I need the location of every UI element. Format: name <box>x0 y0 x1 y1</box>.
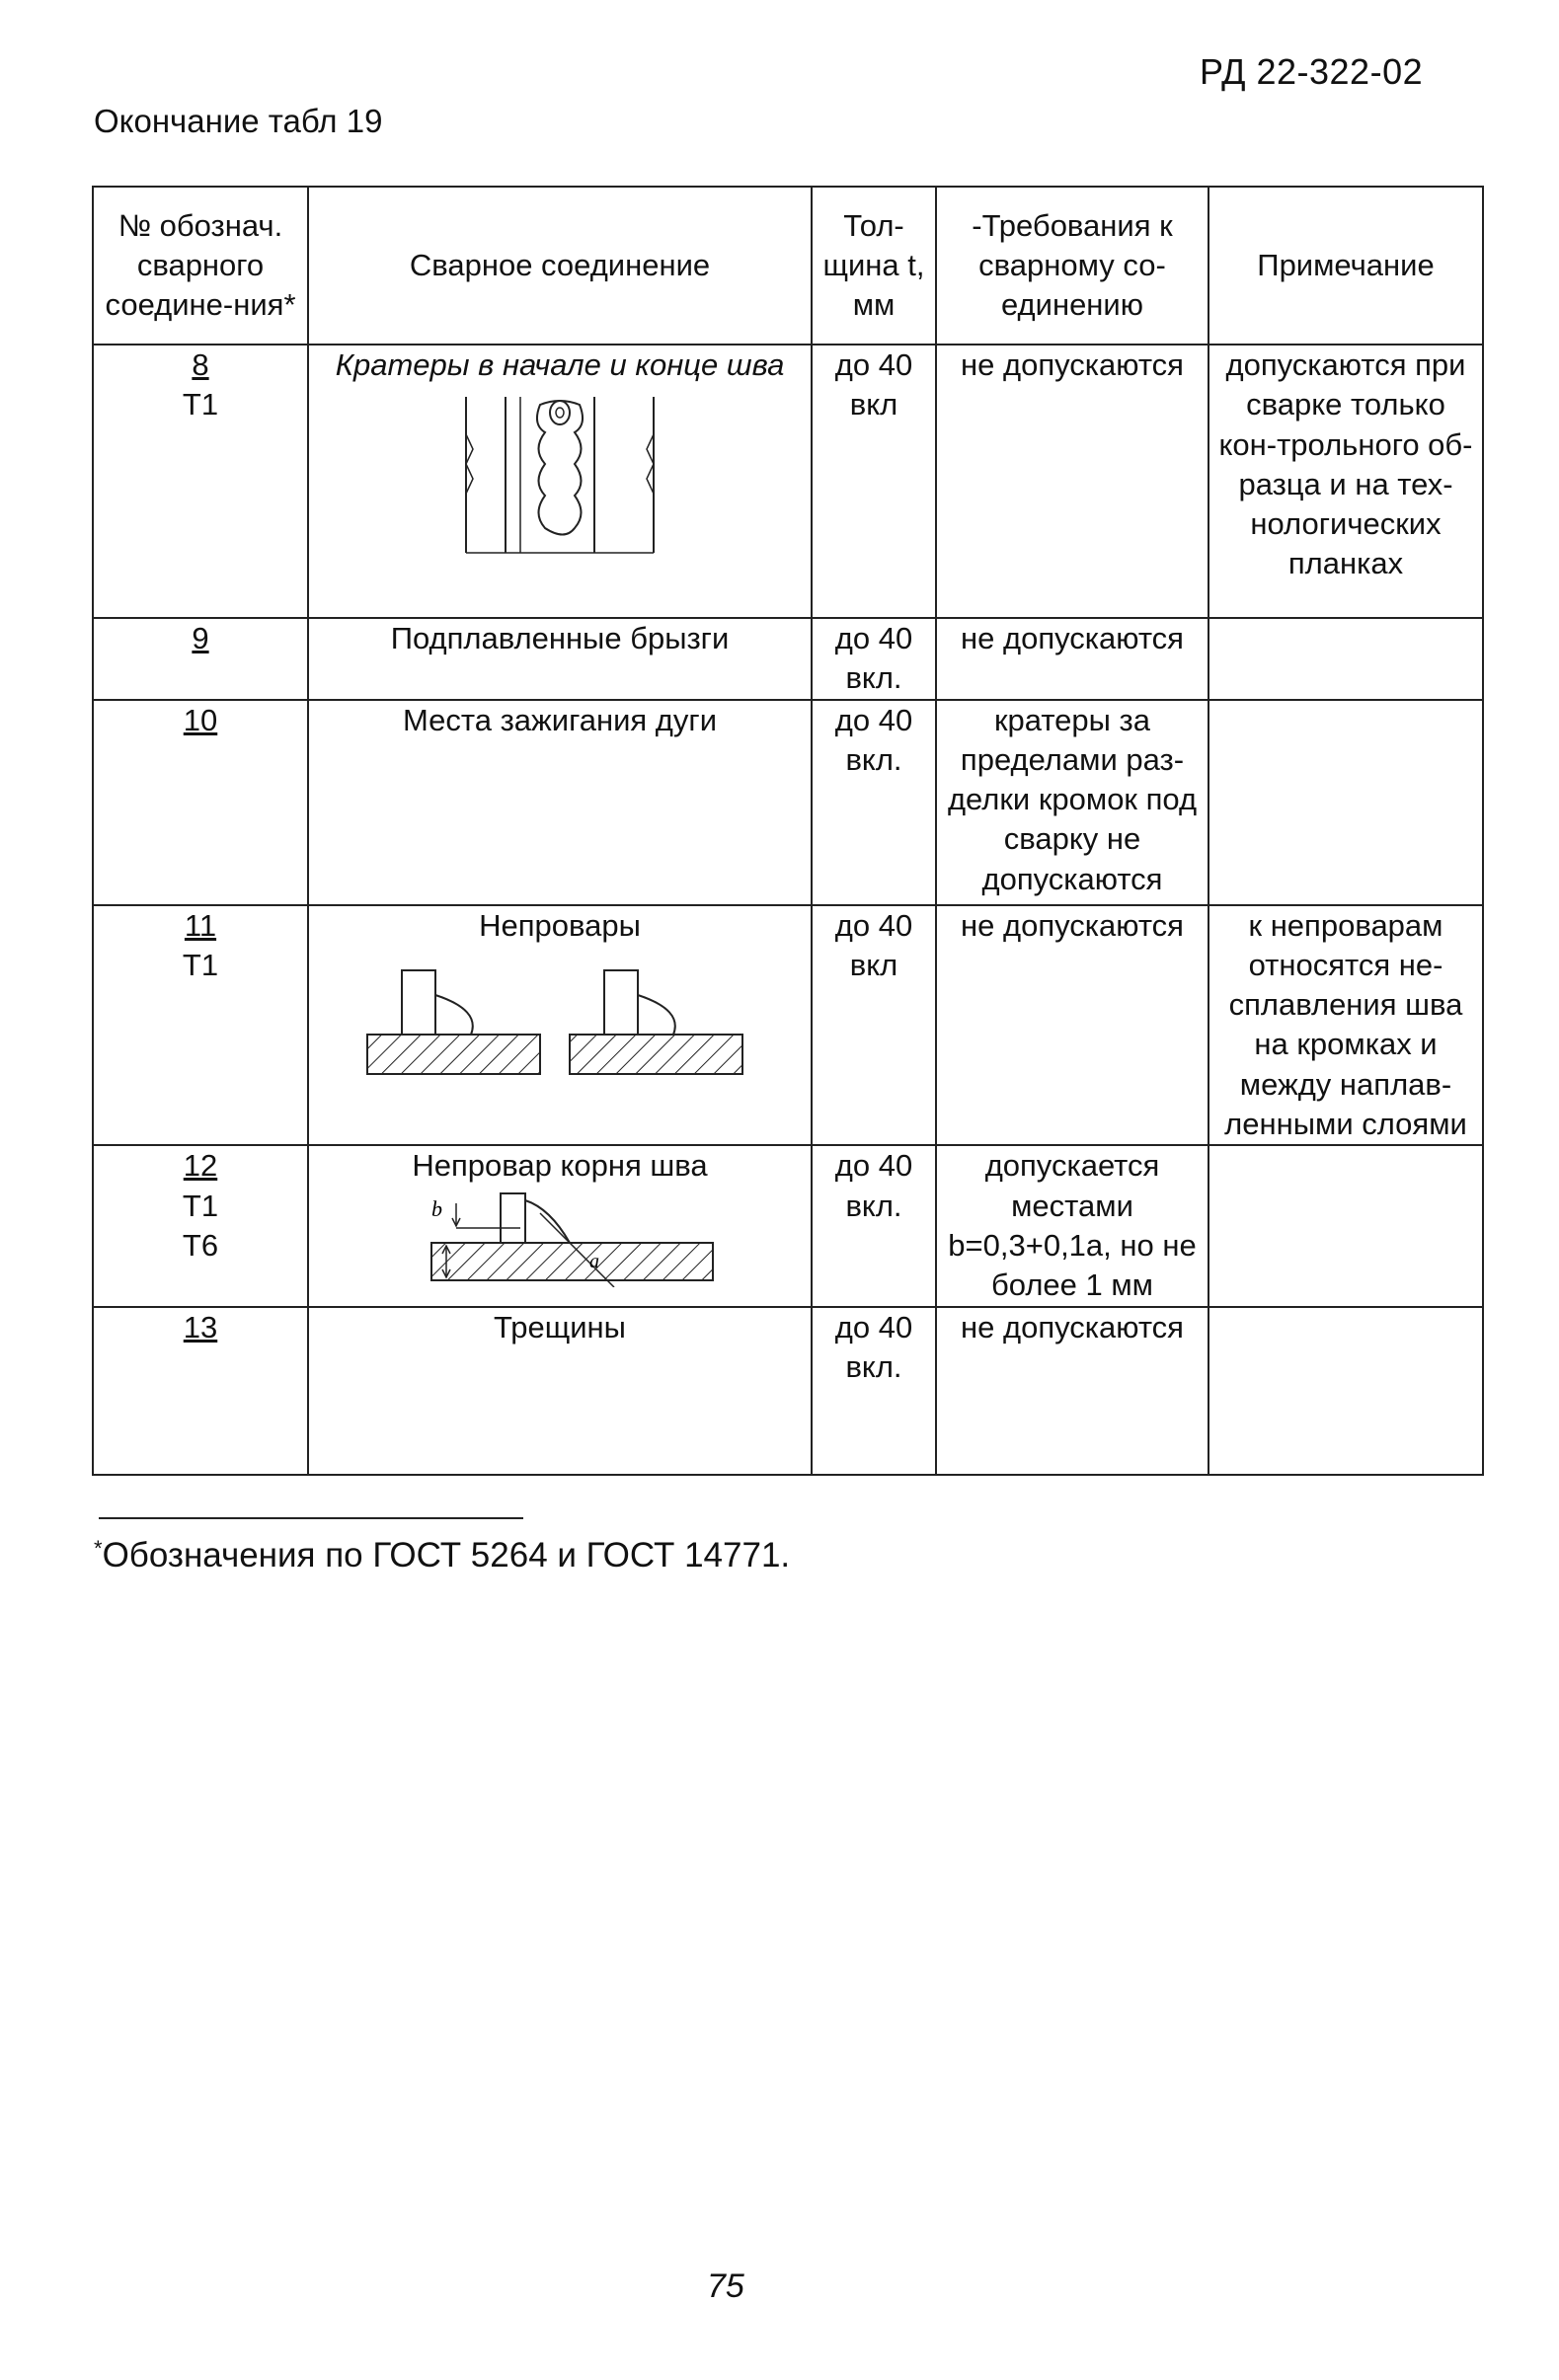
footnote-divider <box>99 1517 523 1519</box>
cell-requirement: не допускаются <box>936 1307 1208 1475</box>
joint-number: 9 <box>192 621 209 655</box>
footnote <box>94 1536 790 1575</box>
cell-number <box>93 1145 308 1306</box>
document-code: РД 22-322-02 <box>1200 51 1424 92</box>
dimension-label-a: a <box>589 1250 599 1272</box>
cell-number <box>93 618 308 700</box>
cell-requirement: допускается местами b=0,3+0,1a, но не более 1 мм <box>936 1145 1208 1306</box>
joint-number: 8 <box>192 347 209 382</box>
page-number: 75 <box>707 2267 744 2305</box>
column-header-requirements: -Требования к сварному со-единению <box>936 187 1208 345</box>
cell-note: к непроварам относятся не-сплавления шва на кромках и между наплав-ленными слоями <box>1208 905 1483 1146</box>
cell-note <box>1208 700 1483 905</box>
joint-number: 11 <box>184 907 217 943</box>
column-header-number: № обознач. сварного соедине-ния* <box>93 187 308 345</box>
cell-note: допускаются при сварке только кон-трольного об-разца и на тех-нологических планках <box>1208 345 1483 618</box>
cell-requirement: не допускаются <box>936 618 1208 700</box>
weld-name: Кратеры в начале и конце шва <box>335 347 785 382</box>
table-row <box>93 1145 1483 1306</box>
footnote-text: Обозначения по ГОСТ 5264 и ГОСТ 14771. <box>102 1536 791 1574</box>
lack-of-fusion-sketch <box>362 956 757 1084</box>
crater-sketch <box>461 395 659 563</box>
joint-number: 10 <box>183 702 218 737</box>
dimension-label-b: b <box>431 1195 442 1221</box>
joint-number: 12 <box>183 1148 218 1184</box>
cell-thickness: до 40 вкл. <box>812 1307 936 1475</box>
joint-subtype: T1 <box>182 947 219 982</box>
cell-note <box>1208 1307 1483 1475</box>
table-row <box>93 1307 1483 1475</box>
cell-thickness: до 40 вкл. <box>812 700 936 905</box>
cell-weld: Места зажигания дуги <box>308 700 812 905</box>
cell-weld <box>308 345 812 618</box>
cell-weld <box>308 1145 812 1306</box>
table-row <box>93 905 1483 1146</box>
table-row <box>93 700 1483 905</box>
cell-requirement: не допускаются <box>936 345 1208 618</box>
cell-thickness: до 40 вкл <box>812 905 936 1146</box>
column-header-weld: Сварное соединение <box>308 187 812 345</box>
cell-weld: Трещины <box>308 1307 812 1475</box>
cell-number <box>93 1307 308 1475</box>
cell-weld <box>308 905 812 1146</box>
cell-number <box>93 345 308 618</box>
cell-requirement: не допускаются <box>936 905 1208 1146</box>
table-continuation-label: Окончание табл 19 <box>94 103 383 139</box>
cell-note <box>1208 1145 1483 1306</box>
root-lack-of-fusion-sketch <box>402 1189 718 1287</box>
table-row <box>93 618 1483 700</box>
cell-number <box>93 700 308 905</box>
cell-thickness: до 40 вкл <box>812 345 936 618</box>
cell-thickness: до 40 вкл. <box>812 618 936 700</box>
joint-subtype: T1 <box>182 387 219 422</box>
weld-defects-table <box>92 186 1484 1476</box>
cell-thickness: до 40 вкл. <box>812 1145 936 1306</box>
table-header-row <box>93 187 1483 345</box>
column-header-thickness: Тол-щина t, мм <box>812 187 936 345</box>
weld-name: Непровар корня шва <box>412 1148 708 1184</box>
cell-number <box>93 905 308 1146</box>
joint-subtype: T1 T6 <box>182 1188 219 1263</box>
cell-requirement: кратеры за пределами раз-делки кромок под сварку не допускаются <box>936 700 1208 905</box>
weld-name: Непровары <box>479 907 641 943</box>
table-row <box>93 345 1483 618</box>
joint-number: 13 <box>183 1309 218 1344</box>
cell-note <box>1208 618 1483 700</box>
cell-weld: Подплавленные брызги <box>308 618 812 700</box>
column-header-note: Примечание <box>1208 187 1483 345</box>
footnote-marker: * <box>94 1536 103 1561</box>
